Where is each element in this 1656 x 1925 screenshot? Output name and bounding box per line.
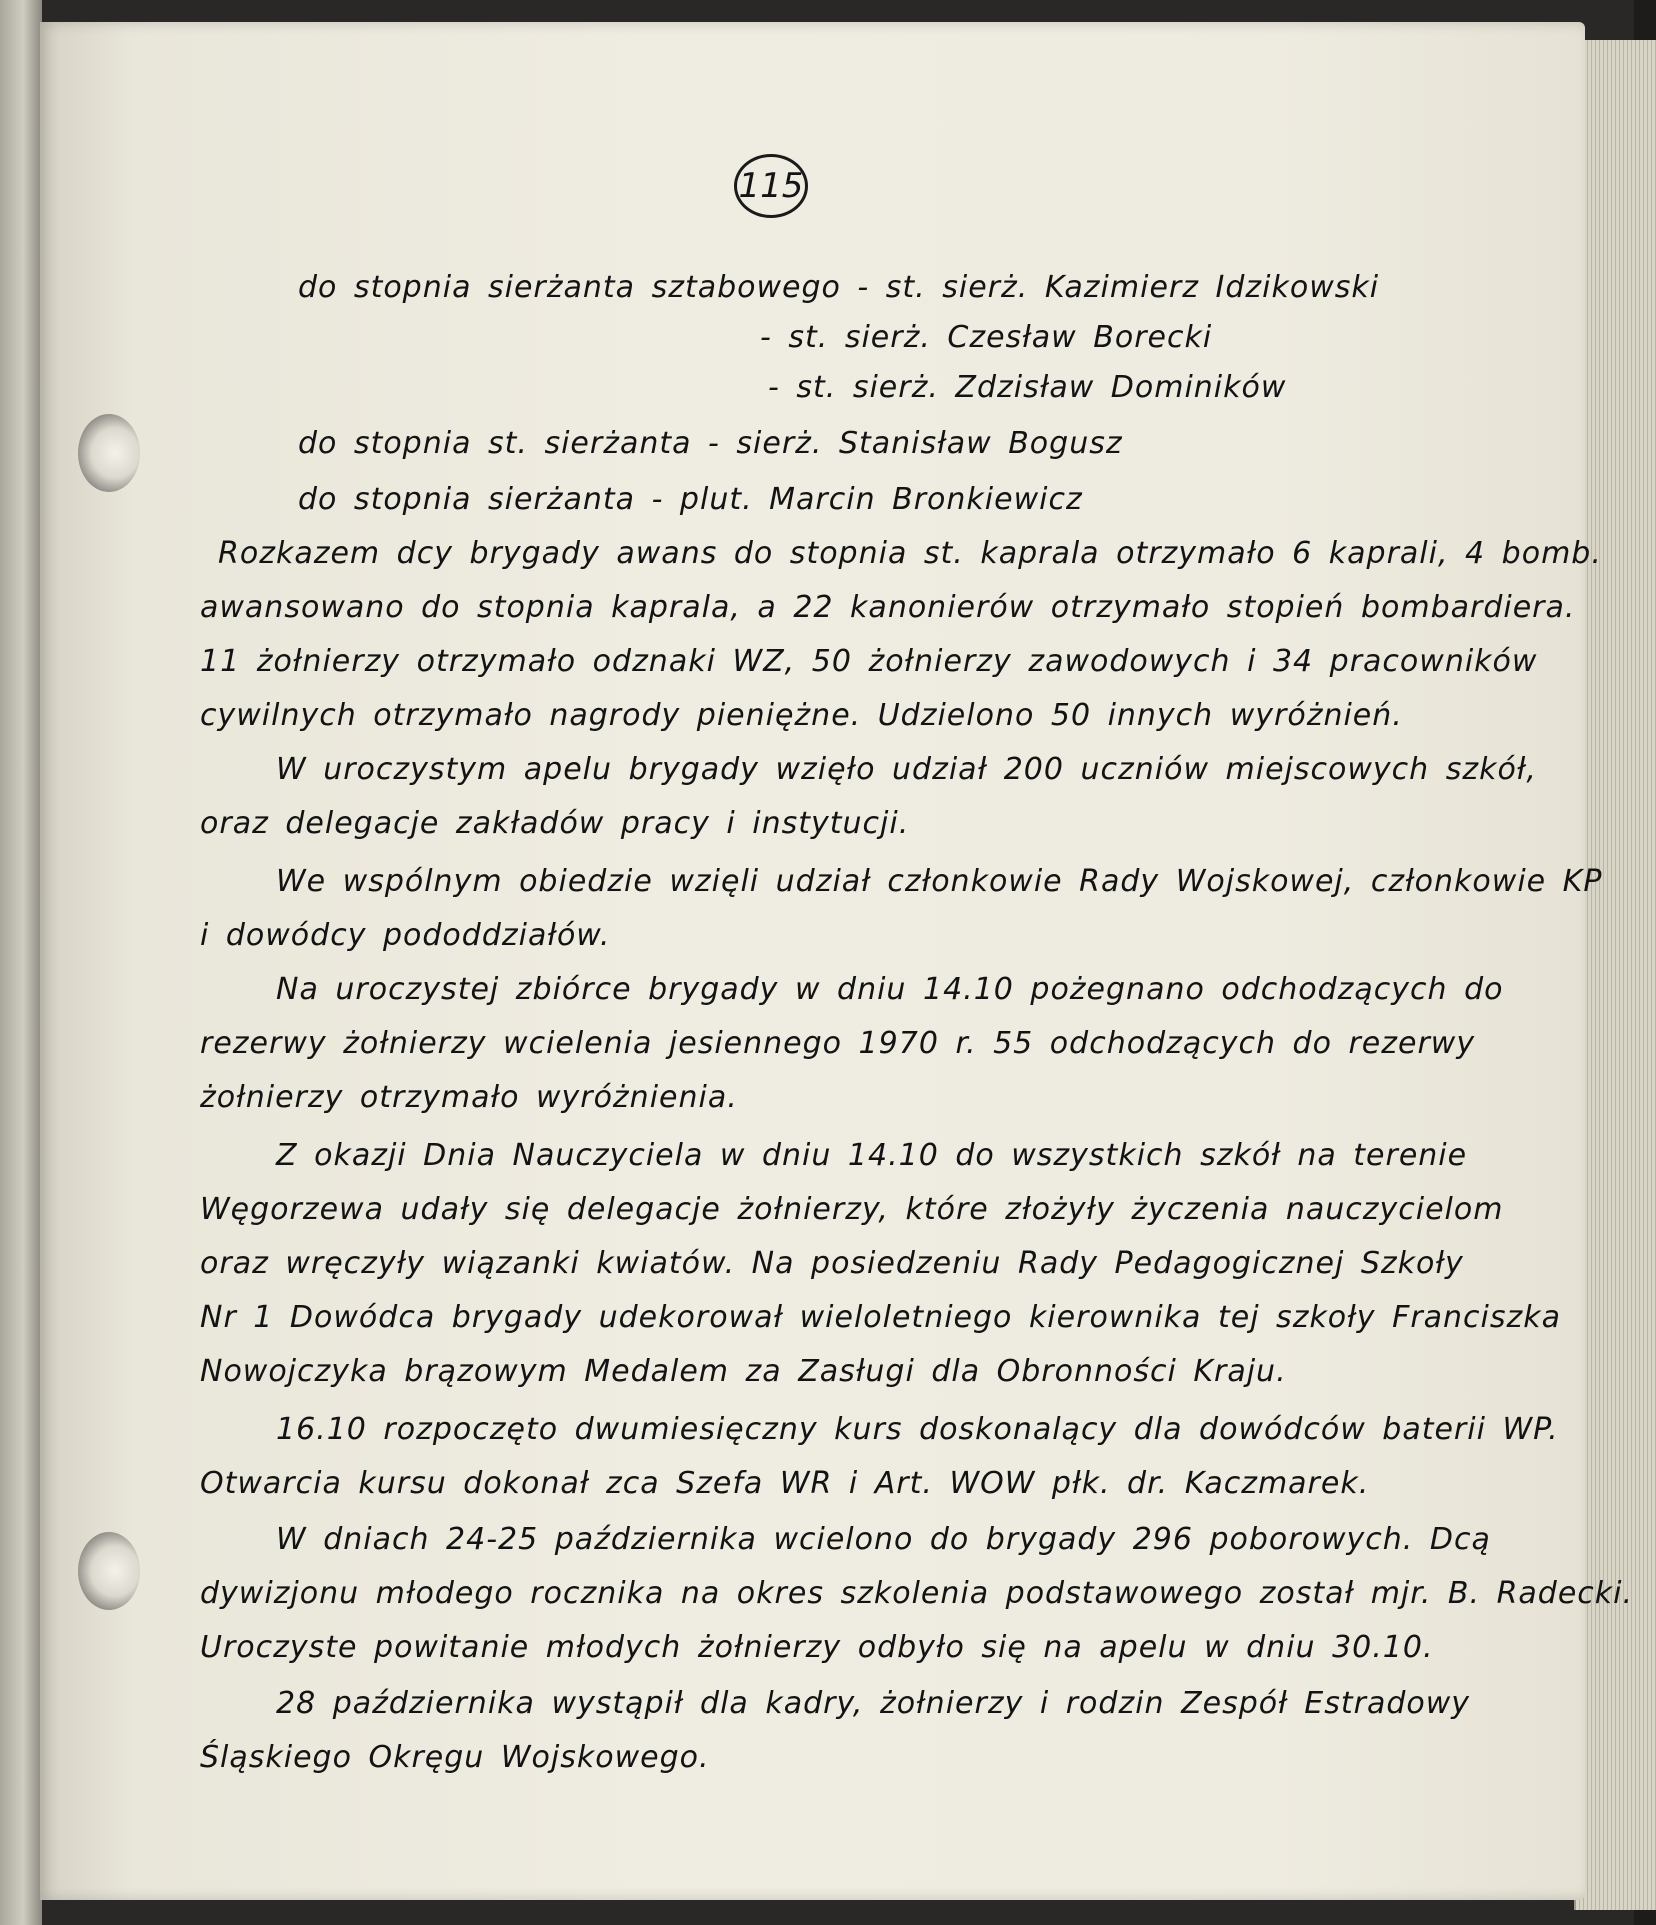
text-line: oraz wręczyły wiązanki kwiatów. Na posiedzeniu Rady Pedagogicznej Szkoły [200,1246,1464,1281]
page-number-circle: 115 [734,154,808,218]
punch-hole-top [78,414,140,492]
text-line: We wspólnym obiedzie wzięli udział członkowie Rady Wojskowej, członkowie KP [276,864,1603,899]
text-line: 11 żołnierzy otrzymało odznaki WZ, 50 żołnierzy zawodowych i 34 pracowników [200,644,1538,679]
text-line: W uroczystym apelu brygady wzięło udział 200 uczniów miejscowych szkół, [276,752,1537,787]
text-line: Z okazji Dnia Nauczyciela w dniu 14.10 do wszystkich szkół na terenie [276,1138,1468,1173]
text-line: Śląskiego Okręgu Wojskowego. [200,1740,710,1775]
document-page [40,22,1634,1900]
text-line: Otwarcia kursu dokonał zca Szefa WR i Art. WOW płk. dr. Kaczmarek. [200,1466,1370,1501]
left-facing-page-edge [0,0,42,1925]
text-line: żołnierzy otrzymało wyróżnienia. [200,1080,738,1115]
text-line: 16.10 rozpoczęto dwumiesięczny kurs doskonalący dla dowódców baterii WP. [276,1412,1559,1447]
punch-hole-bottom [78,1532,140,1610]
text-line: W dniach 24-25 października wcielono do brygady 296 poborowych. Dcą [276,1522,1491,1557]
text-line: Węgorzewa udały się delegacje żołnierzy, które złożyły życzenia nauczycielom [200,1192,1504,1227]
text-line: - st. sierż. Zdzisław Dominików [768,370,1287,405]
text-line: cywilnych otrzymało nagrody pieniężne. Udzielono 50 innych wyróżnień. [200,698,1403,733]
text-line: do stopnia st. sierżanta - sierż. Stanisław Bogusz [298,426,1123,461]
text-line: Na uroczystej zbiórce brygady w dniu 14.10 pożegnano odchodzących do [276,972,1504,1007]
page-stack-edges [1574,40,1656,1910]
text-line: - st. sierż. Czesław Borecki [760,320,1213,355]
text-line: Nr 1 Dowódca brygady udekorował wieloletniego kierownika tej szkoły Franciszka [200,1300,1562,1335]
text-line: i dowódcy pododdziałów. [200,918,611,953]
text-line: rezerwy żołnierzy wcielenia jesiennego 1970 r. 55 odchodzących do rezerwy [200,1026,1476,1061]
text-line: 28 października wystąpił dla kadry, żołnierzy i rodzin Zespół Estradowy [276,1686,1471,1721]
text-line: dywizjonu młodego rocznika na okres szkolenia podstawowego został mjr. B. Radecki. [200,1576,1634,1611]
text-line: Rozkazem dcy brygady awans do stopnia st. kaprala otrzymało 6 kaprali, 4 bomb. [218,536,1602,571]
text-line: oraz delegacje zakładów pracy i instytucji. [200,806,910,841]
text-line: Uroczyste powitanie młodych żołnierzy odbyło się na apelu w dniu 30.10. [200,1630,1434,1665]
text-line: do stopnia sierżanta - plut. Marcin Bronkiewicz [298,482,1083,517]
text-line: awansowano do stopnia kaprala, a 22 kanonierów otrzymało stopień bombardiera. [200,590,1576,625]
text-line: Nowojczyka brązowym Medalem za Zasługi dla Obronności Kraju. [200,1354,1287,1389]
text-line: do stopnia sierżanta sztabowego - st. sierż. Kazimierz Idzikowski [298,270,1380,305]
